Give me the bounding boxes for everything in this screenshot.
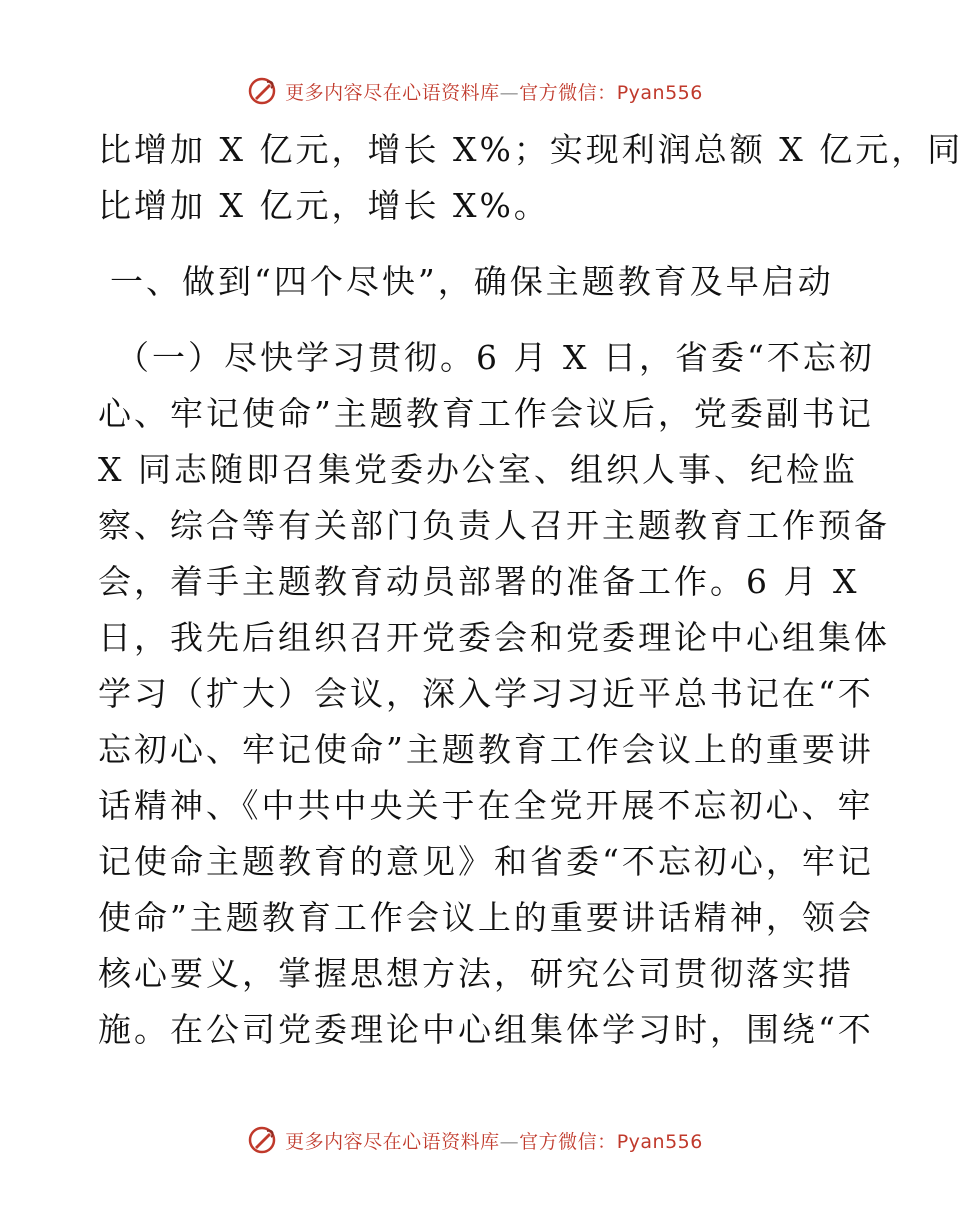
watermark-account: Pyan556 [616,1130,703,1153]
watermark-main: 更多内容尽在心语资料库 [285,81,500,104]
text-line: 核心要义，掌握思想方法，研究公司贯彻落实措 [98,954,854,993]
quill-logo-icon [247,1125,277,1155]
watermark-official: 官方微信： [519,1130,617,1153]
watermark-text [285,1127,703,1154]
text-line: 察、综合等有关部门负责人召开主题教育工作预备 [98,506,890,545]
text-line: X 同志随即召集党委办公室、组织人事、纪检监 [98,450,858,489]
text-line: 日，我先后组织召开党委会和党委理论中心组集体 [98,618,890,657]
text-line: 记使命主题教育的意见》和省委“不忘初心，牢记 [98,842,874,881]
header-watermark [0,74,950,108]
watermark-text [285,78,703,105]
text-line: 心、牢记使命”主题教育工作会议后，党委副书记 [98,394,874,433]
text-line: 使命”主题教育工作会议上的重要讲话精神，领会 [98,898,874,937]
watermark-dash: — [499,1130,520,1153]
text-line: 比增加 X 亿元，增长 X%；实现利润总额 X 亿元，同 [98,130,963,169]
watermark-dash: — [499,81,520,104]
watermark-main: 更多内容尽在心语资料库 [285,1130,500,1153]
watermark-official: 官方微信： [519,81,617,104]
text-line: 比增加 X 亿元，增长 X%。 [98,186,550,225]
watermark-account: Pyan556 [616,81,703,104]
document-body [98,122,963,1058]
text-line: 忘初心、牢记使命”主题教育工作会议上的重要讲 [98,730,874,769]
text-line: 施。在公司党委理论中心组集体学习时，围绕“不 [98,1010,874,1049]
quill-logo-icon [247,76,277,106]
subsection-first-line: （一）尽快学习贯彻。6 月 X 日，省委“不忘初 [116,338,875,377]
section-heading: 一、做到“四个尽快”，确保主题教育及早启动 [110,262,834,301]
text-line: 会，着手主题教育动员部署的准备工作。6 月 X [98,562,860,601]
footer-watermark [0,1123,950,1157]
text-line: 学习（扩大）会议，深入学习习近平总书记在“不 [98,674,874,713]
text-line: 话精神、《中共中央关于在全党开展不忘初心、牢 [98,786,874,825]
